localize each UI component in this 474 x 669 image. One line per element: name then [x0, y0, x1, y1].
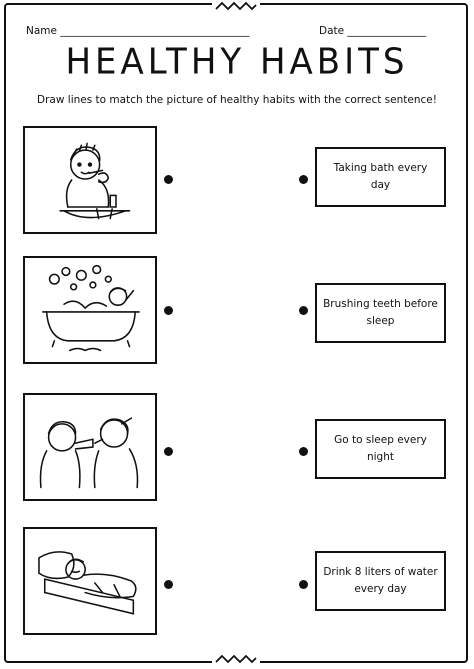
sentence-text: Drink 8 liters of water every day: [323, 566, 438, 595]
boy-brushing-teeth-icon: [25, 128, 155, 232]
picture-taking-bath: [23, 256, 157, 364]
picture-drinking-water: [23, 393, 157, 501]
match-dot-left-1[interactable]: [164, 175, 173, 184]
sentence-text: Brushing teeth before sleep: [323, 298, 438, 327]
worksheet-title: HEALTHY HABITS: [65, 41, 409, 83]
boy-sleeping-icon: [25, 529, 155, 633]
sentence-text: Go to sleep every night: [334, 434, 427, 463]
sentence-box-2: [315, 283, 446, 343]
match-dot-left-2[interactable]: [164, 306, 173, 315]
match-dot-right-1[interactable]: [299, 175, 308, 184]
match-dot-right-2[interactable]: [299, 306, 308, 315]
zigzag-ornament-top: [212, 0, 260, 14]
date-field[interactable]: Date _______________: [319, 25, 427, 37]
match-dot-right-3[interactable]: [299, 447, 308, 456]
sentence-text: Taking bath every day: [333, 162, 428, 191]
sentence-box-4: [315, 551, 446, 611]
sentence-box-3: [315, 419, 446, 479]
match-dot-left-3[interactable]: [164, 447, 173, 456]
name-field[interactable]: Name ____________________________________: [26, 25, 250, 37]
picture-sleeping: [23, 527, 157, 635]
boys-drinking-water-icon: [25, 395, 155, 499]
sentence-box-1: [315, 147, 446, 207]
zigzag-ornament-bottom: [212, 653, 260, 667]
match-dot-left-4[interactable]: [164, 580, 173, 589]
match-dot-right-4[interactable]: [299, 580, 308, 589]
instructions-text: Draw lines to match the picture of healthy habits with the correct sentence!: [37, 94, 437, 106]
boy-taking-bath-icon: [25, 258, 155, 362]
picture-brushing-teeth: [23, 126, 157, 234]
